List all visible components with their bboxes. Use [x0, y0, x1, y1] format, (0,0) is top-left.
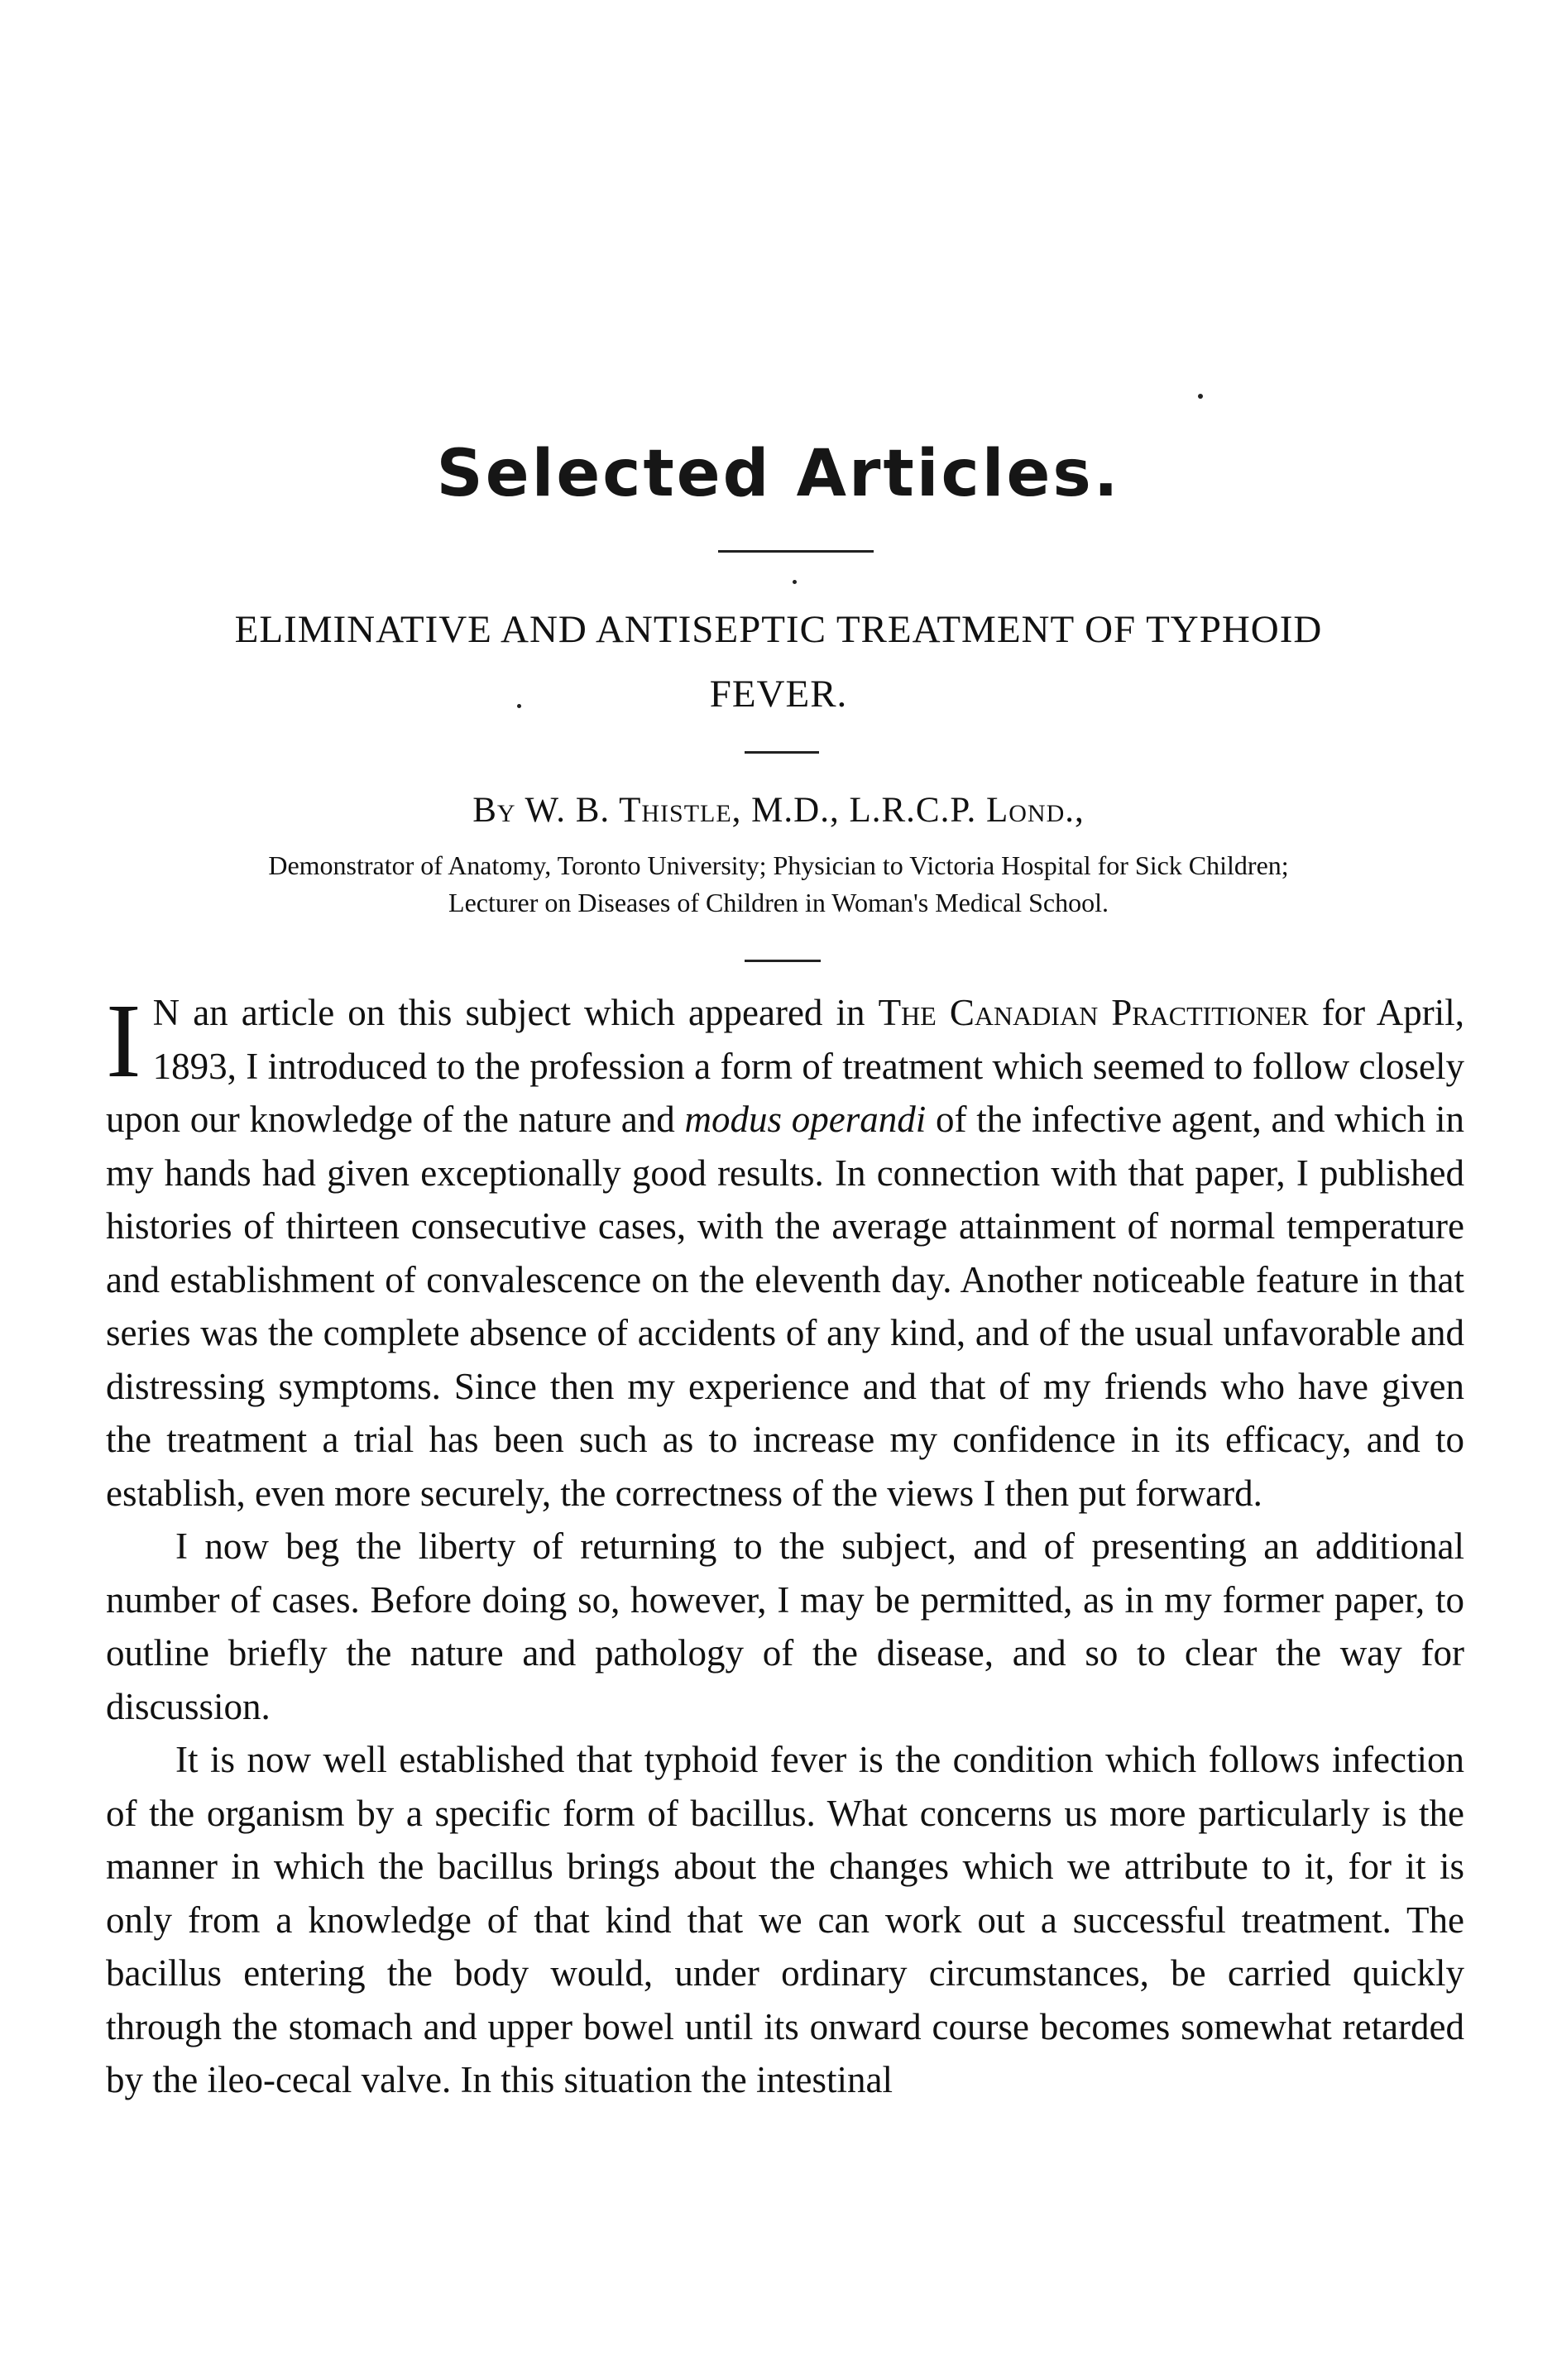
paragraph-1-text-b: for April, 1893, I introduced to the profession a form of treatment which seemed to follow closely upon our knowledge of the nature and: [106, 992, 1465, 1140]
section-heading: Selected Articles.: [436, 437, 1121, 511]
author-byline: By W. B. Thistle, M.D., L.R.C.P. Lond.,: [472, 791, 1085, 830]
author-affiliation: [99, 847, 1458, 922]
divider-rule: [745, 751, 819, 754]
article-title: [83, 597, 1474, 726]
print-speck: [517, 704, 521, 708]
paragraph-2: I now beg the liberty of returning to the subject, and of presenting an additional number of cases. Before doing so, however, I may be permitted, as in my former paper, to outline briefly the nature and pathology of the disease, and so to clear the way for discussion.: [106, 1525, 1464, 1727]
paragraph-1-text-c: of the infective agent, and which in my hands had given exceptionally good results. In connection with that paper, I published histories of thirteen consecutive cases, with the average attainment of normal temperature and establishment of convalescence on the eleventh day. Another noticeable feature in that series was the complete absence of accidents of any kind, and of the usual unfavorable and distressing symptoms. Since then my experience and that of my friends who have given the treatment a trial has been such as to increase my confidence in its efficacy, and to establish, even more securely, the correctness of the views I then put forward.: [106, 1099, 1464, 1514]
paragraph-1: [106, 982, 1465, 1520]
affiliation-line-2: Lecturer on Diseases of Children in Woman's Medical School.: [448, 888, 1109, 917]
drop-cap: I: [106, 982, 141, 1099]
article-title-line-1: ELIMINATIVE AND ANTISEPTIC TREATMENT OF TYPHOID: [234, 608, 1323, 651]
paragraph-1-text-a: N an article on this subject which appeared in: [152, 992, 879, 1033]
divider-rule: [745, 960, 821, 962]
divider-rule: [718, 550, 874, 553]
affiliation-line-1: Demonstrator of Anatomy, Toronto University; Physician to Victoria Hospital for Sick Children;: [268, 850, 1289, 880]
journal-name: The Canadian Practitioner: [878, 992, 1309, 1033]
paragraph-3: It is now well established that typhoid fever is the condition which follows infection of the organism by a specific form of bacillus. What concerns us more particularly is the manner in which the bacillus brings about the changes which we attribute to it, for it is only from a knowledge of that kind that we can work out a successful treatment. The bacillus entering the body would, under ordinary circumstances, be carried quickly through the stomach and upper bowel until its onward course becomes somewhat retarded by the ileo-cecal valve. In this situation the intestinal: [106, 1739, 1464, 2100]
italic-phrase: modus operandi: [684, 1099, 927, 1140]
article-title-line-2: FEVER.: [709, 673, 848, 716]
article-body: [106, 982, 1465, 2107]
print-speck: [793, 580, 797, 584]
print-speck: [1198, 394, 1203, 399]
